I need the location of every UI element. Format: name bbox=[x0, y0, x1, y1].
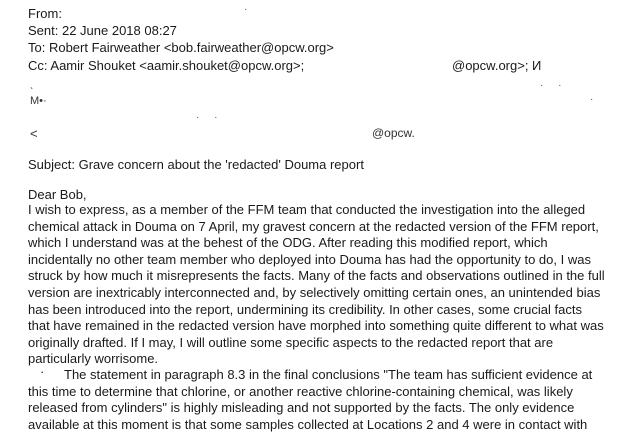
subject-line: Subject: Grave concern about the 'redacted' Douma report bbox=[28, 157, 364, 172]
redaction-specks-3: · · bbox=[196, 112, 224, 123]
body-line: chemical attack in Douma on 7 April, my gravest concern at the redacted version of the FFM report, bbox=[28, 218, 599, 234]
redacted-fragment-4: @opcw. bbox=[372, 126, 415, 140]
point-line: released from cylinders" is highly misleading and not supported by the facts. The only evidence bbox=[28, 400, 575, 416]
redacted-fragment-2: М•· bbox=[30, 95, 47, 107]
point-line: The statement in paragraph 8.3 in the final conclusions "The team has sufficient evidence at bbox=[64, 367, 593, 382]
body-line: I wish to express, as a member of the FFM team that conducted the investigation into the alleged bbox=[28, 202, 586, 217]
point-paragraph bbox=[28, 367, 628, 433]
body-line: struck by how much it misrepresents the facts. Many of the facts and observations outlined in the full bbox=[28, 268, 605, 284]
bullet-marker: · bbox=[40, 364, 45, 379]
redaction-specks-4: · bbox=[244, 4, 254, 15]
point-line: available at this moment is that some samples collected at Locations 2 and 4 were in contact with bbox=[28, 416, 588, 432]
body-paragraph bbox=[28, 202, 628, 368]
body-line: originally drafted. If I may, I will outline some specific aspects to the redacted report that are bbox=[28, 334, 554, 350]
cc-line: Cc: Aamir Shouket <aamir.shouket@opcw.org>; bbox=[28, 58, 305, 73]
redaction-specks-2: · bbox=[590, 94, 600, 105]
redaction-specks-1: · · bbox=[540, 80, 568, 91]
body-line: that have remained in the redacted version have morphed into something quite different to what was bbox=[28, 318, 604, 334]
redacted-fragment-1: ˎ bbox=[30, 78, 34, 90]
to-line: To: Robert Fairweather <bob.fairweather@opcw.org> bbox=[28, 40, 334, 55]
body-line: particularly worrisome. bbox=[28, 351, 159, 367]
redacted-fragment-3: < bbox=[30, 126, 38, 141]
point-line: this time to determine that chlorine, or another reactive chlorine-containing chemical, was likely bbox=[28, 383, 573, 399]
body-line: has been introduced into the report, undermining its credibility. In other cases, some crucial facts bbox=[28, 301, 582, 317]
from-label: From: bbox=[28, 6, 62, 21]
sent-line: Sent: 22 June 2018 08:27 bbox=[28, 23, 177, 38]
greeting: Dear Bob, bbox=[28, 187, 87, 202]
cc-line-right: @opcw.org>; И bbox=[452, 58, 542, 73]
body-line: version are inextricably interconnected and, by selectively omitting certain ones, an unintended bias bbox=[28, 284, 601, 300]
body-line: incidentally no other team member who deployed into Douma has had the opportunity to do, I was bbox=[28, 251, 591, 267]
body-line: which I understand was at the behest of the ODG. After reading this modified report, which bbox=[28, 235, 548, 251]
